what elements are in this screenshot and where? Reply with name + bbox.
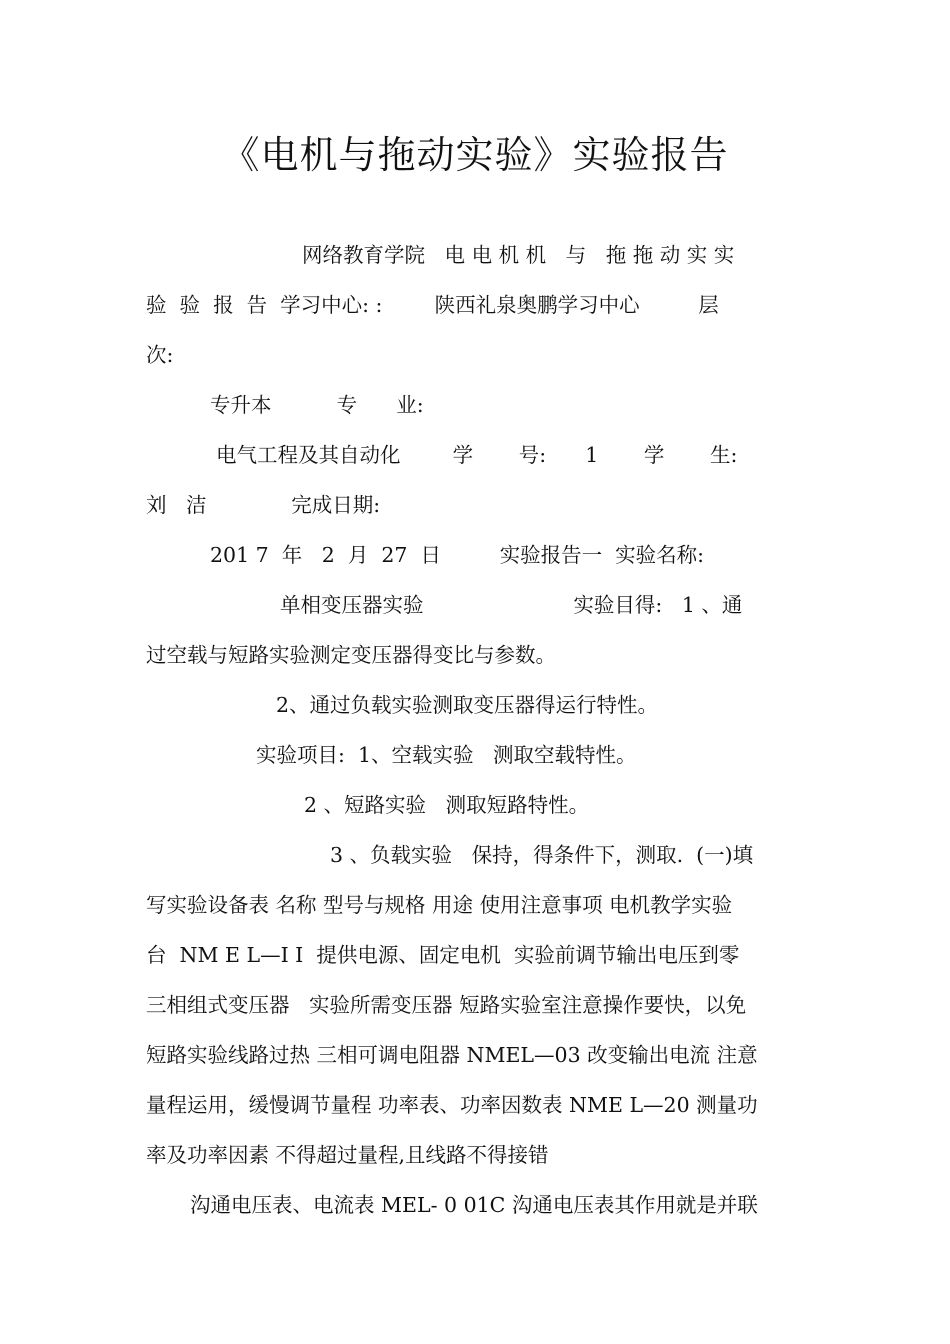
text-line: 率及功率因素 不得超过量程,且线路不得接错	[146, 1143, 549, 1167]
text-line: 单相变压器实验 实验目得: 1 、通	[280, 593, 743, 617]
text-line: 写实验设备表 名称 型号与规格 用途 使用注意事项 电机教学实验	[146, 893, 733, 917]
text-line: 网络教育学院 电 电 机 机 与 拖 拖 动 实 实	[302, 243, 735, 267]
text-line: 刘 洁 完成日期:	[146, 493, 381, 517]
text-line: 实验项目: 1、空载实验 测取空载特性。	[256, 743, 637, 767]
text-line: 验 验 报 告 学习中心: : 陕西礼泉奥鹏学习中心 层	[146, 293, 719, 317]
text-line: 过空载与短路实验测定变压器得变比与参数。	[146, 643, 556, 667]
text-line: 2、通过负载实验测取变压器得运行特性。	[276, 693, 659, 717]
text-line: 短路实验线路过热 三相可调电阻器 NMEL—03 改变输出电流 注意	[146, 1043, 758, 1067]
text-line: 量程运用，缓慢调节量程 功率表、功率因数表 NME L—20 测量功	[146, 1093, 758, 1117]
text-line: 3 、负载实验 保持，得条件下，测取. (一)填	[330, 843, 754, 867]
text-line: 沟通电压表、电流表 MEL- 0 01C 沟通电压表其作用就是并联	[190, 1193, 758, 1217]
text-line: 三相组式变压器 实验所需变压器 短路实验室注意操作要快，以免	[146, 993, 747, 1017]
text-line: 电气工程及其自动化 学 号: 1 学 生:	[216, 443, 738, 467]
text-line: 台 NM E L—I I 提供电源、固定电机 实验前调节输出电压到零	[146, 943, 740, 967]
document-title: 《电机与拖动实验》实验报告	[221, 133, 729, 177]
document-body	[146, 230, 808, 1230]
text-line: 2 、短路实验 测取短路特性。	[304, 793, 590, 817]
text-line: 201 7 年 2 月 27 日 实验报告一 实验名称:	[210, 543, 705, 567]
text-line: 专升本 专 业:	[210, 393, 424, 417]
text-line: 次:	[146, 343, 174, 367]
